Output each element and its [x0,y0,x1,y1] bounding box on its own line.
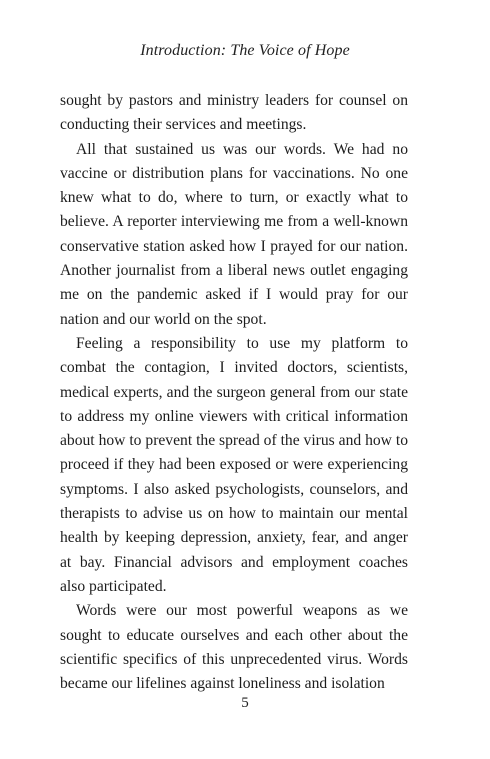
paragraph-continued: sought by pastors and ministry leaders for counsel on conducting their services and meetings. [60,92,408,134]
running-head: Introduction: The Voice of Hope [140,42,350,59]
page-number: 5 [241,695,249,711]
paragraph: All that sustained us was our words. We had no vaccine or distribution plans for vaccinations. No one knew what to do, where to turn, or exactly what to believe. A reporter interviewing me from a well-known conservative station asked how I prayed for our nation. Another journalist from a liberal news outlet engaging me on the pandemic asked if I would pray for our nation and our world on the spot. [60,140,408,328]
paragraph: Words were our most powerful weapons as we sought to educate ourselves and each other about the scientific specifics of this unprecedented virus. Words became our lifelines against loneliness and isolation [60,602,408,693]
paragraph: Feeling a responsibility to use my platform to combat the contagion, I invited doctors, scientists, medical experts, and the surgeon general from our state to address my online viewers with critical information about how to prevent the spread of the virus and how to proceed if they had been exposed or were experiencing symptoms. I also asked psychologists, counselors, and therapists to advise us on how to maintain our mental health by keeping depression, anxiety, fear, and anger at bay. Financial advisors and employment coaches also participated. [60,334,408,595]
body-text [60,89,408,696]
